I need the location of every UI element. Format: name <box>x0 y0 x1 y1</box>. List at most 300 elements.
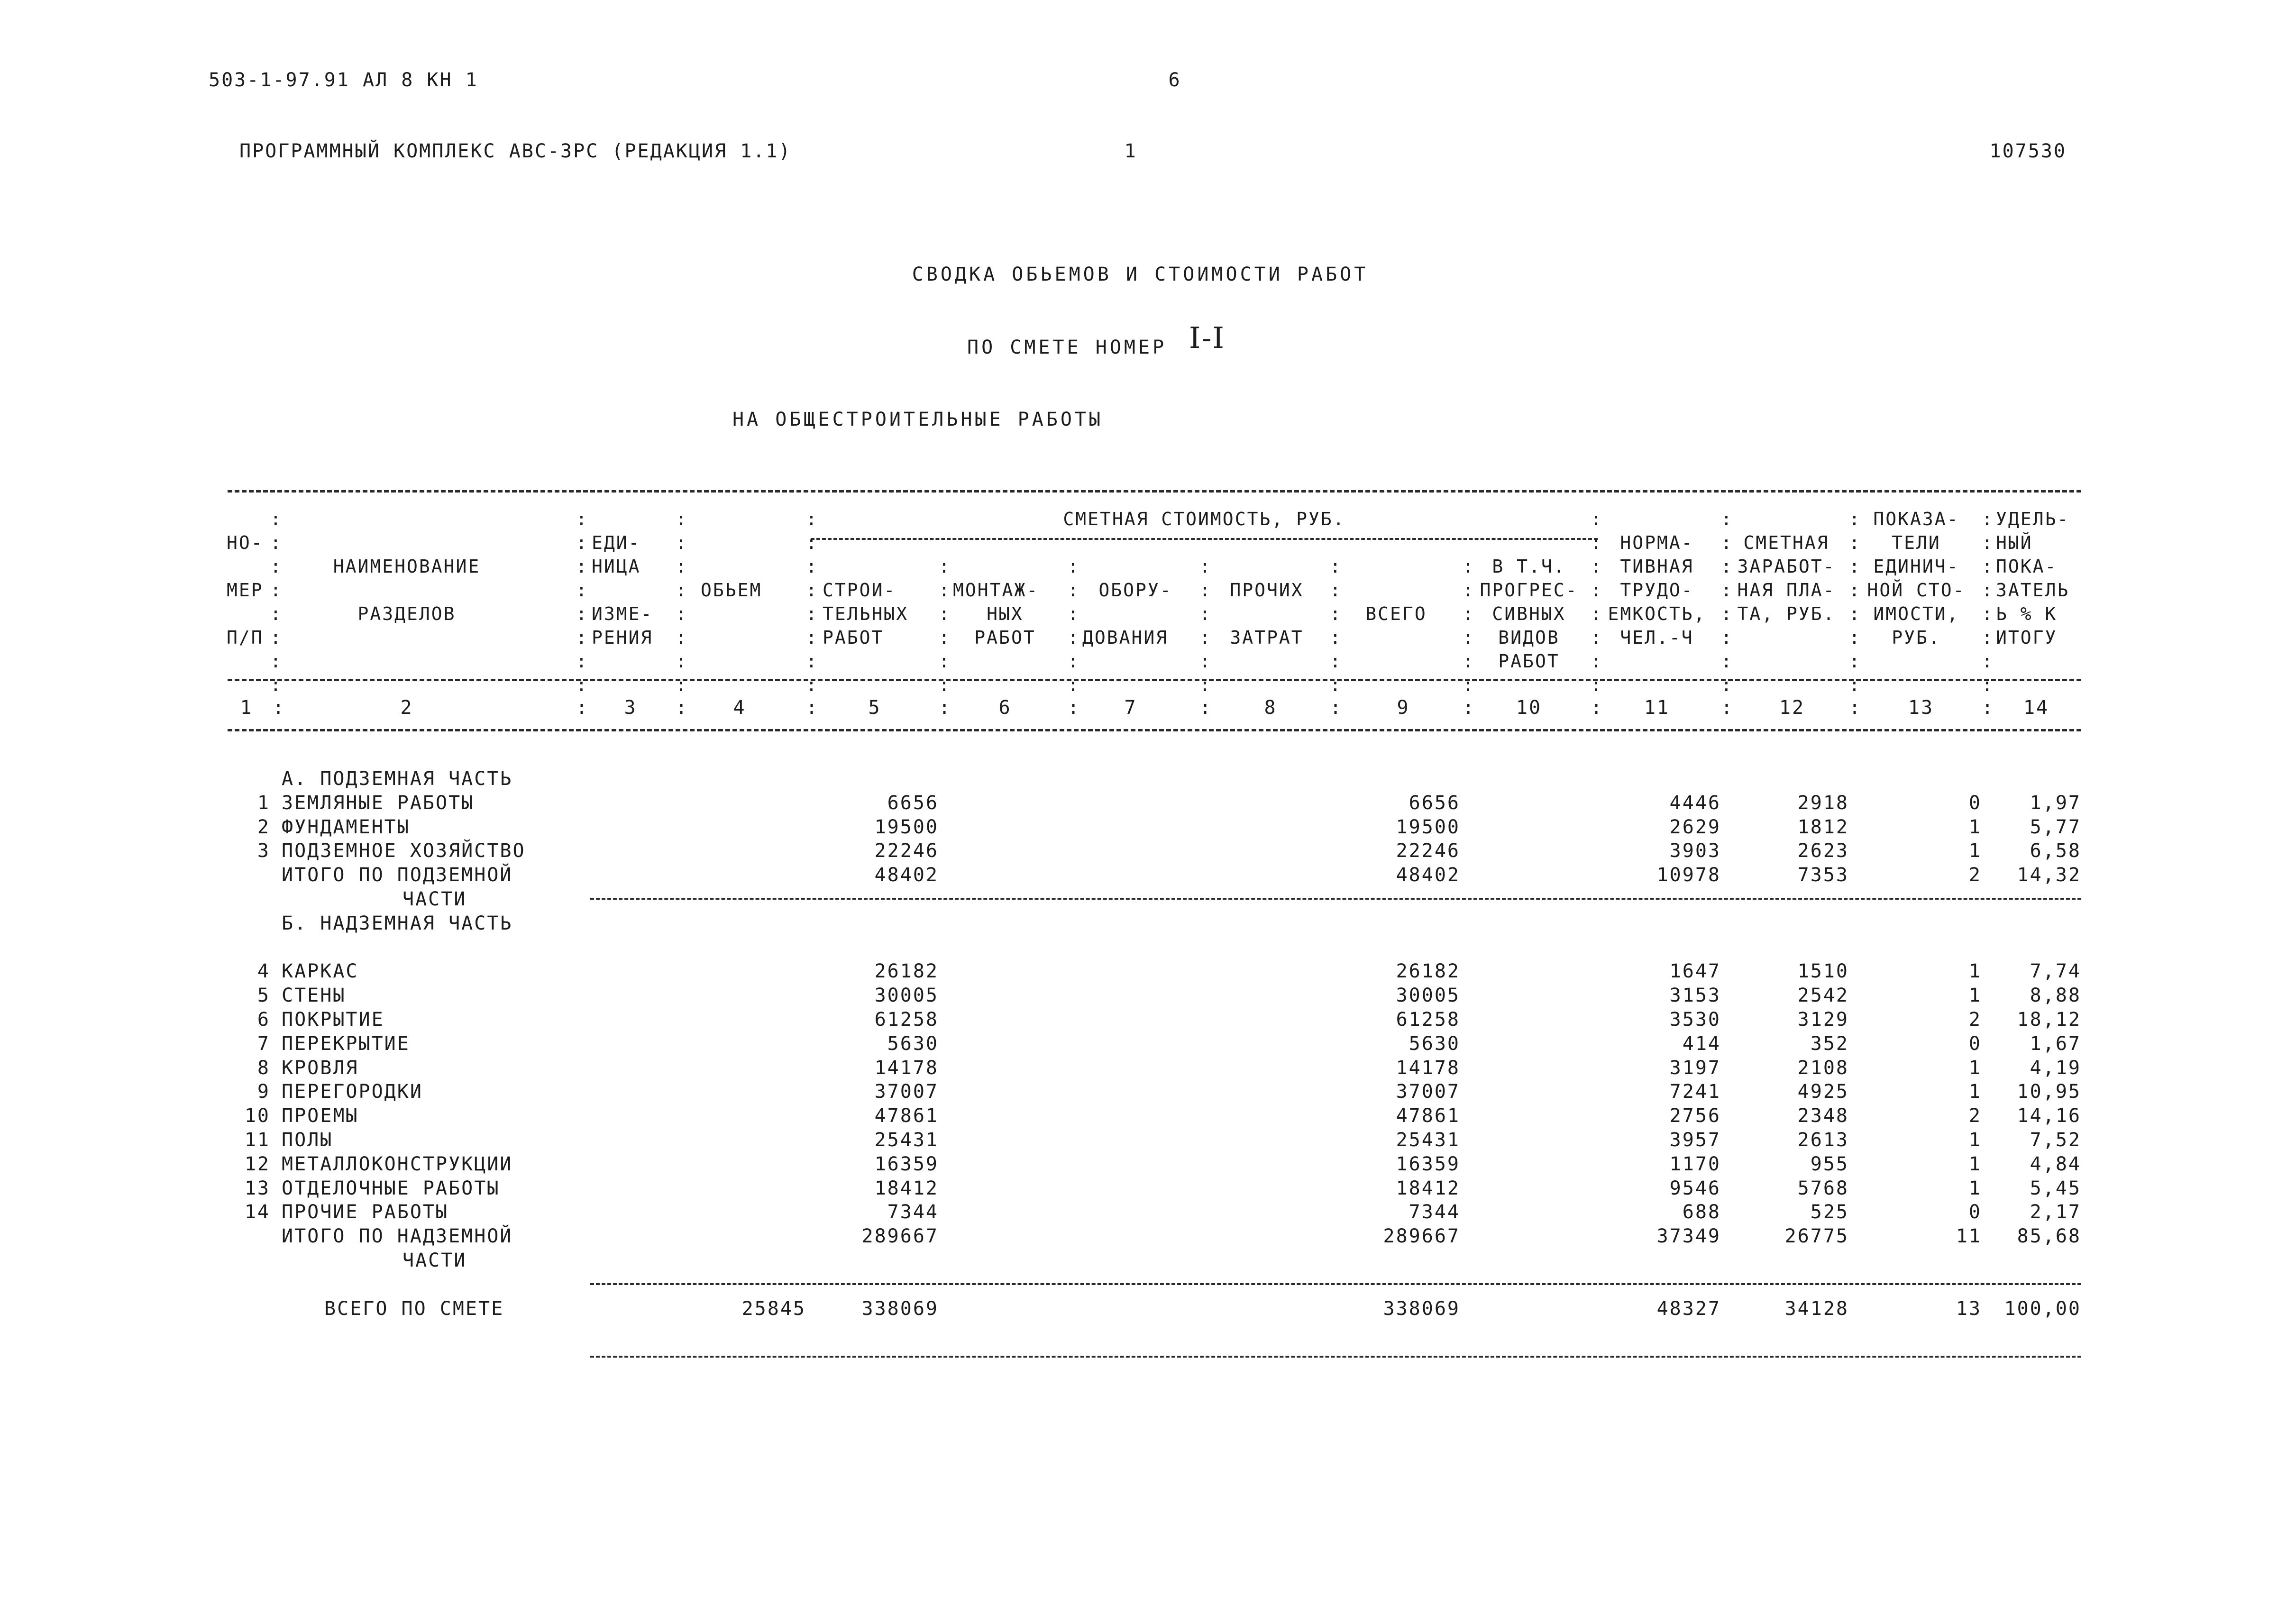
row-construction-cost <box>815 1249 939 1273</box>
row-wage <box>1726 1249 1849 1273</box>
col-number-sep: : <box>1199 697 1213 719</box>
header-col-13-e: ИМОСТИ, <box>1873 603 1959 624</box>
row-labor-intensity: 3957 <box>1669 1129 1721 1151</box>
doc-id: 107530 <box>1989 140 2067 162</box>
row-volume <box>683 1032 806 1056</box>
row-wage: 2623 <box>1797 840 1849 862</box>
header-col-3-b: НИЦА <box>592 556 641 577</box>
row-volume <box>683 1056 806 1080</box>
row-name: ФУНДАМЕНТЫ <box>282 816 410 838</box>
row-wage <box>1726 767 1849 791</box>
header-sep: : : : : : : : : <box>1721 509 1733 695</box>
row-number: 6 <box>257 1008 270 1031</box>
row-construction-cost: 61258 <box>874 1008 939 1031</box>
row-construction-cost: 48402 <box>874 864 939 886</box>
row-number: 10 <box>244 1105 270 1127</box>
col-number-sep: : <box>1591 697 1604 719</box>
row-labor-intensity: 4446 <box>1669 792 1721 814</box>
row-name: ОТДЕЛОЧНЫЕ РАБОТЫ <box>282 1177 500 1199</box>
header-col-12-b: ЗАРАБОТ- <box>1737 556 1836 577</box>
row-volume <box>683 1080 806 1104</box>
col-number-sep: : <box>1463 697 1476 719</box>
header-col-8-b: ЗАТРАТ <box>1230 627 1304 648</box>
col-number: 13 <box>1908 697 1934 719</box>
header-sep: : : : : : : <box>1330 556 1342 695</box>
col-number-sep: : <box>1982 697 1995 719</box>
row-unit-index: 13 <box>1956 1297 1982 1320</box>
header-col-14-f: ИТОГУ <box>1996 627 2058 648</box>
header-sep: : : : : : : : : <box>676 509 688 695</box>
col-number-sep: : <box>1068 697 1081 719</box>
row-number: 8 <box>257 1057 270 1079</box>
header-col-3-c: ИЗМЕ- <box>592 603 653 624</box>
row-wage: 3129 <box>1797 1008 1849 1031</box>
header-col-8-a: ПРОЧИХ <box>1230 580 1304 601</box>
header-col-13-c: ЕДИНИЧ- <box>1873 556 1959 577</box>
row-labor-intensity: 688 <box>1682 1201 1721 1223</box>
row-wage: 2613 <box>1797 1129 1849 1151</box>
row-number: 12 <box>244 1153 270 1175</box>
row-number: 4 <box>257 960 270 983</box>
row-unit-index: 1 <box>1968 960 1982 983</box>
row-volume <box>683 1224 806 1249</box>
row-unit-index <box>1896 912 1982 936</box>
row-wage: 4925 <box>1797 1081 1849 1103</box>
subtotal-rule-2 <box>590 1283 2081 1285</box>
row-name <box>282 936 613 960</box>
header-col-11-c: ТРУДО- <box>1620 580 1694 601</box>
row-construction-cost: 14178 <box>874 1057 939 1079</box>
row-unit-index: 1 <box>1968 1081 1982 1103</box>
row-share-percent: 4,19 <box>2030 1057 2081 1079</box>
row-labor-intensity: 9546 <box>1669 1177 1721 1199</box>
row-wage: 5768 <box>1797 1177 1849 1199</box>
row-number <box>223 767 270 791</box>
row-unit-index <box>1896 936 1982 960</box>
row-share-percent: 5,77 <box>2030 816 2081 838</box>
share-percent-column <box>1982 767 2081 1321</box>
row-wage: 2918 <box>1797 792 1849 814</box>
row-unit-index: 1 <box>1968 1129 1982 1151</box>
row-share-percent: 85,68 <box>2017 1225 2081 1248</box>
row-wage <box>1726 936 1849 960</box>
col-number: 8 <box>1264 697 1277 719</box>
row-total-cost: 26182 <box>1396 960 1460 983</box>
row-construction-cost: 289667 <box>861 1225 939 1248</box>
row-name: СТЕНЫ <box>282 985 346 1007</box>
row-total-cost <box>1332 1249 1460 1273</box>
construction-cost-column <box>815 767 939 1321</box>
col-number: 5 <box>868 697 881 719</box>
col-number: 7 <box>1124 697 1137 719</box>
row-name: ПРОЕМЫ <box>282 1105 359 1127</box>
row-number <box>223 1224 270 1249</box>
row-name: ЗЕМЛЯНЫЕ РАБОТЫ <box>282 792 475 814</box>
row-labor-intensity <box>1593 1249 1721 1273</box>
col-number: 1 <box>240 697 253 719</box>
row-wage: 2542 <box>1797 985 1849 1007</box>
row-construction-cost: 37007 <box>874 1081 939 1103</box>
col-number: 14 <box>2023 697 2049 719</box>
row-volume <box>683 936 806 960</box>
header-col-14-a: УДЕЛЬ- <box>1996 509 2070 529</box>
header-col-12-d: ТА, РУБ. <box>1737 603 1836 624</box>
header-col-11-d: ЕМКОСТЬ, <box>1608 603 1706 624</box>
row-total-cost <box>1332 936 1460 960</box>
row-labor-intensity: 2629 <box>1669 816 1721 838</box>
program-page: 1 <box>1124 140 1137 162</box>
header-col-11-e: ЧЕЛ.-Ч <box>1620 627 1694 648</box>
row-total-cost: 19500 <box>1396 816 1460 838</box>
row-total-cost: 289667 <box>1383 1225 1460 1248</box>
header-sep: : : : : : : : : <box>576 509 588 695</box>
row-number: 9 <box>257 1081 270 1103</box>
row-total-cost: 37007 <box>1396 1081 1460 1103</box>
row-labor-intensity <box>1593 912 1721 936</box>
header-sep: : : : : : : <box>939 556 951 695</box>
row-volume <box>683 839 806 863</box>
row-total-cost <box>1332 912 1460 936</box>
row-labor-intensity: 414 <box>1682 1032 1721 1055</box>
row-name: ВСЕГО ПО СМЕТЕ <box>324 1297 504 1320</box>
row-labor-intensity: 3903 <box>1669 840 1721 862</box>
row-total-cost: 61258 <box>1396 1008 1460 1031</box>
row-labor-intensity <box>1593 767 1721 791</box>
estimate-number: I-I <box>1189 320 1225 355</box>
header-col-10-c: СИВНЫХ <box>1492 603 1566 624</box>
row-unit-index: 1 <box>1968 1177 1982 1199</box>
row-labor-intensity: 2756 <box>1669 1105 1721 1127</box>
row-number-column <box>223 767 270 1321</box>
row-wage: 26775 <box>1784 1225 1849 1248</box>
header-col-13-f: РУБ. <box>1892 627 1941 648</box>
row-construction-cost <box>815 912 939 936</box>
header-col-1-a: НО- <box>227 532 264 553</box>
row-unit-index: 0 <box>1968 792 1982 814</box>
row-share-percent: 14,32 <box>2017 864 2081 886</box>
row-unit-index: 1 <box>1968 1057 1982 1079</box>
row-construction-cost: 25431 <box>874 1129 939 1151</box>
col-number-sep: : <box>1849 697 1862 719</box>
col-number: 12 <box>1779 697 1805 719</box>
row-name-column <box>282 767 613 1321</box>
header-sep: : : : : : : : : <box>1982 509 1994 695</box>
row-unit-index: 11 <box>1956 1225 1982 1248</box>
row-share-percent <box>1982 936 2081 960</box>
subtotal-rule-3 <box>590 1356 2081 1358</box>
row-name: МЕТАЛЛОКОНСТРУКЦИИ <box>282 1153 513 1175</box>
header-sep: : : : : : : : : <box>806 509 818 695</box>
col-number-sep: : <box>676 697 689 719</box>
row-name: КРОВЛЯ <box>282 1057 359 1079</box>
row-unit-index: 1 <box>1968 816 1982 838</box>
header-sep: : : : : : : <box>1199 556 1212 695</box>
header-col-5-a: СТРОИ- <box>823 580 896 601</box>
row-unit-index: 2 <box>1968 864 1982 886</box>
row-total-cost: 18412 <box>1396 1177 1460 1199</box>
header-col-2-a: НАИМЕНОВАНИЕ <box>333 556 481 577</box>
row-name: А. ПОДЗЕМНАЯ ЧАСТЬ <box>282 768 513 790</box>
row-unit-index <box>1896 1249 1982 1273</box>
row-volume <box>683 767 806 791</box>
row-volume <box>683 959 806 984</box>
row-number: 7 <box>257 1032 270 1055</box>
header-col-13-a: ПОКАЗА- <box>1873 509 1959 529</box>
header-sep: : : : : : : <box>1463 556 1475 695</box>
row-labor-intensity: 3153 <box>1669 985 1721 1007</box>
header-col-5-b: ТЕЛЬНЫХ <box>823 603 909 624</box>
row-share-percent: 18,12 <box>2017 1008 2081 1031</box>
row-name: КАРКАС <box>282 960 359 983</box>
row-share-percent: 6,58 <box>2030 840 2081 862</box>
row-unit-index: 1 <box>1968 985 1982 1007</box>
row-share-percent <box>1982 1249 2081 1273</box>
unit-index-column <box>1896 767 1982 1321</box>
row-construction-cost: 30005 <box>874 985 939 1007</box>
row-volume <box>683 1152 806 1177</box>
row-unit-index: 2 <box>1968 1105 1982 1127</box>
header-col-12-a: СМЕТНАЯ <box>1743 532 1829 553</box>
row-unit-index <box>1896 767 1982 791</box>
header-col-10-e: РАБОТ <box>1498 651 1560 672</box>
row-share-percent: 2,17 <box>2030 1201 2081 1223</box>
header-col-3-d: РЕНИЯ <box>592 627 653 648</box>
row-wage: 2108 <box>1797 1057 1849 1079</box>
header-col-3-a: ЕДИ- <box>592 532 641 553</box>
row-share-percent: 100,00 <box>2004 1297 2081 1320</box>
title-line-1: СВОДКА ОБЬЕМОВ И СТОИМОСТИ РАБОТ <box>912 264 1369 285</box>
header-sep: : : : : : : : : <box>1591 509 1603 695</box>
row-volume <box>683 1128 806 1152</box>
row-labor-intensity: 1170 <box>1669 1153 1721 1175</box>
header-col-10-a: В Т.Ч. <box>1492 556 1566 577</box>
col-number: 6 <box>998 697 1012 719</box>
row-construction-cost: 16359 <box>874 1153 939 1175</box>
row-construction-cost: 5630 <box>887 1032 939 1055</box>
header-col-6-a: МОНТАЖ- <box>953 580 1039 601</box>
row-volume <box>683 1249 806 1273</box>
row-number <box>223 1273 270 1297</box>
row-number: 5 <box>257 985 270 1007</box>
row-total-cost: 22246 <box>1396 840 1460 862</box>
header-col-11-a: НОРМА- <box>1620 532 1694 553</box>
row-name: ПЕРЕГОРОДКИ <box>282 1081 423 1103</box>
row-labor-intensity: 3530 <box>1669 1008 1721 1031</box>
row-number: 3 <box>257 840 270 862</box>
row-share-percent: 10,95 <box>2017 1081 2081 1103</box>
subtotal-rule-1 <box>590 898 2081 900</box>
header-col-13-d: НОЙ СТО- <box>1867 580 1966 601</box>
row-name: ПОЛЫ <box>282 1129 333 1151</box>
program-name: ПРОГРАММНЫЙ КОМПЛЕКС АВС-3РС (РЕДАКЦИЯ 1.1) <box>239 140 792 162</box>
row-construction-cost: 26182 <box>874 960 939 983</box>
row-total-cost: 48402 <box>1396 864 1460 886</box>
header-col-12-c: НАЯ ПЛА- <box>1737 580 1836 601</box>
page-number: 6 <box>1168 69 1181 91</box>
header-col-10-d: ВИДОВ <box>1498 627 1560 648</box>
row-volume <box>683 815 806 839</box>
row-number <box>223 887 270 912</box>
header-col-13-b: ТЕЛИ <box>1892 532 1941 553</box>
header-col-4: ОБЬЕМ <box>701 580 762 601</box>
header-col-7-a: ОБОРУ- <box>1098 580 1172 601</box>
row-volume <box>683 1200 806 1224</box>
header-sep: : : : : : : : : <box>270 509 283 695</box>
col-number: 2 <box>400 697 413 719</box>
header-col-1-b: МЕР <box>227 580 264 601</box>
row-number: 13 <box>244 1177 270 1199</box>
row-wage: 1510 <box>1797 960 1849 983</box>
row-number <box>223 912 270 936</box>
col-number-sep: : <box>806 697 819 719</box>
header-col-6-c: РАБОТ <box>974 627 1036 648</box>
total-cost-column <box>1332 767 1460 1321</box>
row-wage: 955 <box>1810 1153 1849 1175</box>
row-total-cost: 7344 <box>1409 1201 1460 1223</box>
row-share-percent: 8,88 <box>2030 985 2081 1007</box>
row-labor-intensity: 1647 <box>1669 960 1721 983</box>
labor-intensity-column <box>1593 767 1721 1321</box>
row-construction-cost: 19500 <box>874 816 939 838</box>
header-sep: : : : : : : : : <box>1849 509 1861 695</box>
row-volume <box>683 1104 806 1128</box>
row-total-cost: 47861 <box>1396 1105 1460 1127</box>
table-top-rule <box>228 490 2081 493</box>
row-construction-cost: 7344 <box>887 1201 939 1223</box>
row-labor-intensity: 10978 <box>1656 864 1721 886</box>
col-number: 9 <box>1397 697 1410 719</box>
header-col-2-b: РАЗДЕЛОВ <box>357 603 456 624</box>
header-col-9: ВСЕГО <box>1365 603 1427 624</box>
row-unit-index: 0 <box>1968 1032 1982 1055</box>
volume-column <box>683 767 806 1321</box>
header-col-7-b: ДОВАНИЯ <box>1082 627 1169 648</box>
row-construction-cost <box>815 936 939 960</box>
header-col-14-c: ПОКА- <box>1996 556 2058 577</box>
row-number: 14 <box>244 1201 270 1223</box>
row-volume <box>683 791 806 815</box>
row-volume <box>683 1177 806 1201</box>
row-name: ЧАСТИ <box>402 1249 467 1271</box>
row-number: 11 <box>244 1129 270 1151</box>
row-name: ЧАСТИ <box>402 888 467 910</box>
row-wage: 2348 <box>1797 1105 1849 1127</box>
row-total-cost: 6656 <box>1409 792 1460 814</box>
col-number: 11 <box>1644 697 1670 719</box>
row-name <box>282 1273 613 1297</box>
row-total-cost <box>1332 767 1460 791</box>
title-line-3: НА ОБЩЕСТРОИТЕЛЬНЫЕ РАБОТЫ <box>732 409 1104 430</box>
row-total-cost: 14178 <box>1396 1057 1460 1079</box>
row-wage: 7353 <box>1797 864 1849 886</box>
row-labor-intensity: 7241 <box>1669 1081 1721 1103</box>
row-wage: 525 <box>1810 1201 1849 1223</box>
row-volume <box>683 863 806 887</box>
row-total-cost: 5630 <box>1409 1032 1460 1055</box>
col-number: 4 <box>733 697 746 719</box>
row-number <box>223 936 270 960</box>
row-wage <box>1726 912 1849 936</box>
row-volume: 25845 <box>741 1297 806 1320</box>
col-number: 10 <box>1516 697 1542 719</box>
row-share-percent <box>1982 767 2081 791</box>
column-number-rule <box>228 729 2081 731</box>
row-name: ИТОГО ПО НАДЗЕМНОЙ <box>282 1225 513 1248</box>
header-col-5-c: РАБОТ <box>823 627 884 648</box>
row-name: Б. НАДЗЕМНАЯ ЧАСТЬ <box>282 912 513 934</box>
row-construction-cost <box>815 767 939 791</box>
row-number <box>223 863 270 887</box>
row-share-percent: 4,84 <box>2030 1153 2081 1175</box>
row-volume <box>683 1008 806 1032</box>
row-share-percent: 7,52 <box>2030 1129 2081 1151</box>
row-number: 1 <box>257 792 270 814</box>
row-share-percent: 1,67 <box>2030 1032 2081 1055</box>
header-col-14-b: НЫЙ <box>1996 532 2033 553</box>
row-number <box>223 1297 270 1321</box>
row-construction-cost: 6656 <box>887 792 939 814</box>
header-col-14-d: ЗАТЕЛЬ <box>1996 580 2070 601</box>
col-number-sep: : <box>1721 697 1734 719</box>
row-name: ПЕРЕКРЫТИЕ <box>282 1032 410 1055</box>
row-wage: 1812 <box>1797 816 1849 838</box>
row-total-cost: 16359 <box>1396 1153 1460 1175</box>
row-total-cost: 30005 <box>1396 985 1460 1007</box>
header-bottom-rule <box>228 679 2081 681</box>
row-share-percent: 5,45 <box>2030 1177 2081 1199</box>
header-col-14-e: Ь % К <box>1996 603 2058 624</box>
title-line-2: ПО СМЕТЕ НОМЕР <box>967 337 1167 358</box>
row-share-percent: 1,97 <box>2030 792 2081 814</box>
row-share-percent <box>1982 912 2081 936</box>
row-construction-cost: 22246 <box>874 840 939 862</box>
header-group: СМЕТНАЯ СТОИМОСТЬ, РУБ. <box>1063 509 1345 529</box>
row-name: ИТОГО ПО ПОДЗЕМНОЙ <box>282 864 513 886</box>
col-number-sep: : <box>939 697 952 719</box>
row-volume <box>683 984 806 1008</box>
row-labor-intensity: 3197 <box>1669 1057 1721 1079</box>
row-unit-index: 1 <box>1968 1153 1982 1175</box>
header-col-6-b: НЫХ <box>987 603 1024 624</box>
row-construction-cost: 18412 <box>874 1177 939 1199</box>
row-share-percent: 14,16 <box>2017 1105 2081 1127</box>
row-unit-index: 1 <box>1968 840 1982 862</box>
row-total-cost: 338069 <box>1383 1297 1460 1320</box>
header-sep: : : : : : : <box>1068 556 1080 695</box>
row-wage: 352 <box>1810 1032 1849 1055</box>
row-unit-index: 2 <box>1968 1008 1982 1031</box>
row-name: ПРОЧИЕ РАБОТЫ <box>282 1201 449 1223</box>
col-number-sep: : <box>576 697 589 719</box>
row-number: 2 <box>257 816 270 838</box>
header-col-10-b: ПРОГРЕС- <box>1480 580 1578 601</box>
header-col-11-b: ТИВНАЯ <box>1620 556 1694 577</box>
header-col-1-c: П/П <box>227 627 264 648</box>
row-wage: 34128 <box>1784 1297 1849 1320</box>
col-number-sep: : <box>1330 697 1343 719</box>
row-unit-index: 0 <box>1968 1201 1982 1223</box>
row-construction-cost: 47861 <box>874 1105 939 1127</box>
group-rule <box>811 538 1598 540</box>
row-share-percent: 7,74 <box>2030 960 2081 983</box>
row-total-cost: 25431 <box>1396 1129 1460 1151</box>
row-labor-intensity: 37349 <box>1656 1225 1721 1248</box>
row-labor-intensity <box>1593 936 1721 960</box>
row-labor-intensity: 48327 <box>1656 1297 1721 1320</box>
wage-column <box>1726 767 1849 1321</box>
row-name: ПОДЗЕМНОЕ ХОЗЯЙСТВО <box>282 840 526 862</box>
doc-code: 503-1-97.91 АЛ 8 КН 1 <box>209 69 478 91</box>
